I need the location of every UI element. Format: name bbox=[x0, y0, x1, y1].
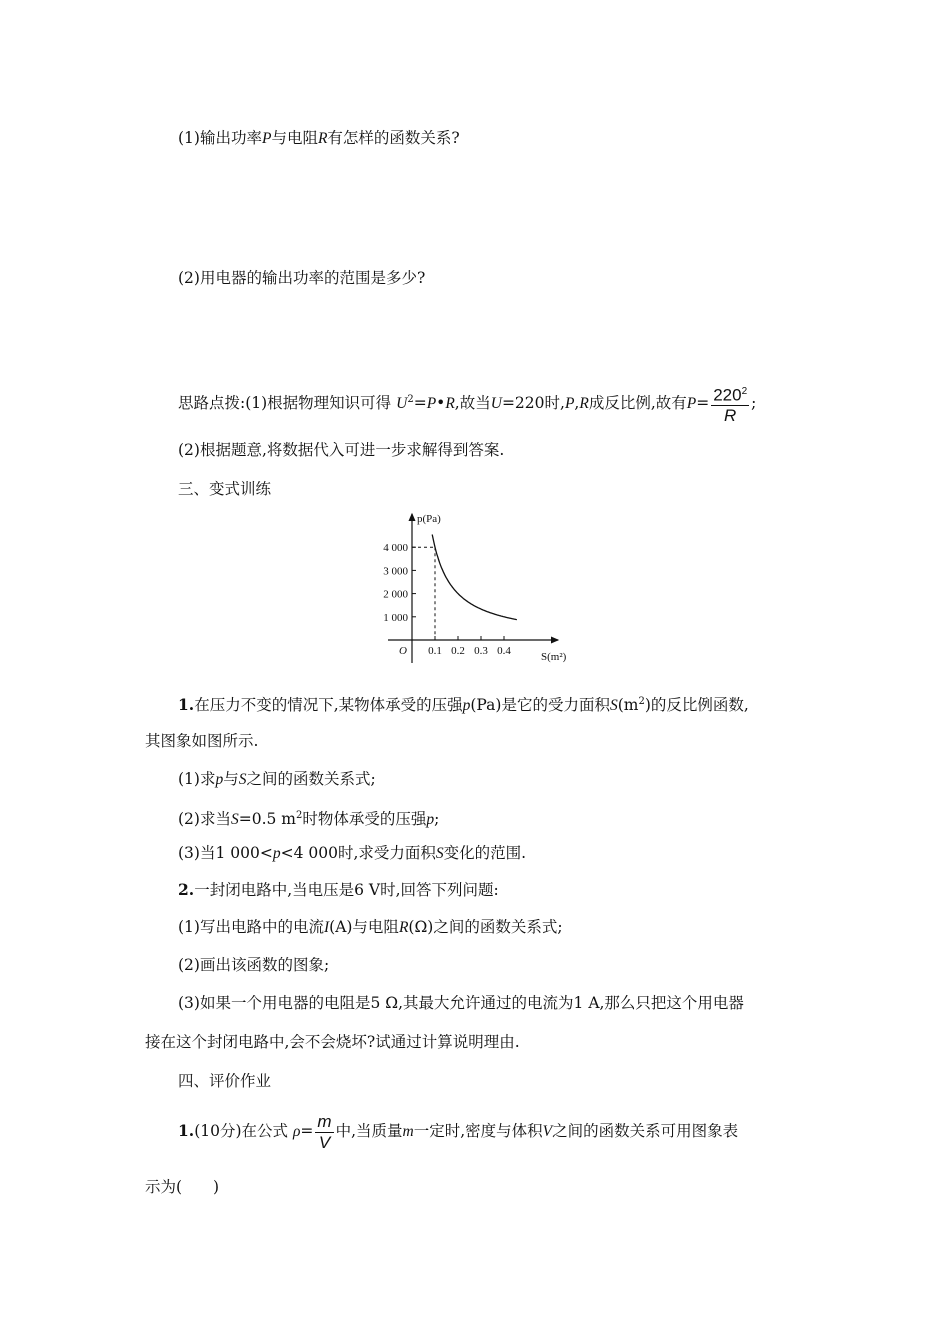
fraction-exponent: 2 bbox=[741, 385, 748, 397]
y-ticks bbox=[383, 542, 416, 624]
semicolon: ; bbox=[751, 394, 757, 413]
y-tick-label: 2 000 bbox=[383, 588, 408, 601]
y-tick-label: 3 000 bbox=[383, 565, 408, 578]
problem-number: 1. bbox=[178, 695, 195, 715]
var-s: S bbox=[609, 697, 618, 715]
var-p: p bbox=[215, 771, 224, 788]
problem-text-mid2: 一定时,密度与体积 bbox=[413, 1122, 543, 1140]
comma: , bbox=[574, 394, 580, 413]
part-text: (1)写出电路中的电流 bbox=[178, 918, 324, 936]
fraction-numerator: 220 bbox=[713, 385, 742, 405]
var-m: m bbox=[402, 1123, 414, 1140]
part-text-end: 变化的范围. bbox=[443, 844, 527, 862]
hint-text: 思路点拨:(1)根据物理知识可得 bbox=[178, 394, 392, 413]
var-rho: ρ bbox=[292, 1123, 301, 1140]
problem-1-text: 在压力不变的情况下,某物体承受的压强 bbox=[194, 696, 463, 715]
question-2: (2)用电器的输出功率的范围是多少? bbox=[178, 269, 426, 287]
var-v: V bbox=[542, 1123, 553, 1140]
superscript: 2 bbox=[295, 810, 303, 821]
hint-line-2: (2)根据题意,将数据代入可进一步求解得到答案. bbox=[178, 441, 505, 459]
var-p: P bbox=[426, 395, 437, 413]
problem-1-part-1 bbox=[178, 768, 376, 791]
x-tick-label: 0.1 bbox=[428, 645, 442, 657]
problem-1-part-2 bbox=[178, 805, 439, 831]
problem-text-end: 之间的函数关系可用图象表 bbox=[552, 1122, 739, 1140]
evaluation-problem-1-line-2: 示为( ) bbox=[145, 1178, 220, 1196]
fraction-denominator: R bbox=[724, 406, 737, 426]
part-text: (2)求当 bbox=[178, 810, 231, 829]
problem-2-text: 一封闭电路中,当电压是6 V时,回答下列问题: bbox=[194, 881, 499, 899]
problem-number: 1. bbox=[178, 1121, 195, 1140]
question-1-text: (1)输出功率 bbox=[178, 129, 262, 147]
part-text-mid: (A)与电阻 bbox=[329, 918, 399, 936]
superscript: 2 bbox=[638, 696, 645, 707]
var-s: S bbox=[238, 771, 247, 788]
var-u: U bbox=[490, 395, 502, 413]
part-text-end: (Ω)之间的函数关系式; bbox=[408, 918, 563, 936]
var-r: R bbox=[317, 130, 328, 147]
var-r: R bbox=[398, 919, 409, 936]
var-i: I bbox=[323, 919, 330, 936]
problem-1-line-2: 其图象如图所示. bbox=[145, 732, 259, 750]
var-p: p bbox=[272, 845, 281, 862]
problem-1-text-c: )的反比例函数, bbox=[644, 696, 749, 715]
y-axis-label: p(Pa) bbox=[417, 513, 441, 525]
question-1-text-end: 有怎样的函数关系? bbox=[327, 129, 460, 147]
part-text-mid: =0.5 m bbox=[238, 810, 296, 829]
problem-1-text-b: (m bbox=[617, 696, 639, 715]
hint-text-220: =220时, bbox=[501, 394, 565, 413]
curve-p-vs-s bbox=[432, 535, 517, 620]
hint-text-mid2: 成反比例,故有 bbox=[588, 394, 687, 413]
section-3-heading: 三、变式训练 bbox=[178, 480, 272, 498]
var-p: p bbox=[426, 811, 435, 829]
question-1-text-mid: 与电阻 bbox=[271, 129, 318, 147]
var-u: U bbox=[396, 395, 408, 413]
y-tick-label: 4 000 bbox=[383, 542, 408, 555]
part-text-post: 时物体承受的压强 bbox=[302, 810, 427, 829]
x-tick-label: 0.3 bbox=[474, 645, 488, 657]
fraction-220-squared-over-r bbox=[711, 382, 749, 427]
x-axis-label: S(m²) bbox=[541, 651, 567, 663]
var-s: S bbox=[435, 845, 444, 862]
equals: = bbox=[300, 1122, 314, 1140]
hint-line bbox=[178, 378, 756, 426]
fraction-denominator: V bbox=[318, 1132, 331, 1152]
superscript: 2 bbox=[407, 394, 414, 405]
x-tick-label: 0.2 bbox=[451, 645, 465, 657]
var-p: P bbox=[564, 395, 575, 413]
var-p: p bbox=[462, 697, 471, 715]
part-text-mid: <4 000时,求受力面积 bbox=[280, 844, 436, 862]
x-ticks bbox=[428, 636, 511, 657]
part-text: (1)求 bbox=[178, 770, 216, 788]
section-4-heading: 四、评价作业 bbox=[178, 1072, 272, 1090]
problem-1 bbox=[178, 691, 749, 717]
problem-text: (10分)在公式 bbox=[194, 1122, 289, 1140]
part-text-mid: 与 bbox=[223, 770, 239, 788]
problem-2-part-3: (3)如果一个用电器的电阻是5 Ω,其最大允许通过的电流为1 A,那么只把这个用电器 bbox=[178, 994, 744, 1012]
problem-text-mid: 中,当质量 bbox=[335, 1122, 403, 1140]
equals: = bbox=[413, 394, 427, 413]
question-1 bbox=[178, 127, 460, 150]
problem-2-part-1 bbox=[178, 916, 563, 939]
semicolon: ; bbox=[434, 810, 440, 829]
problem-2 bbox=[178, 879, 499, 901]
y-tick-label: 1 000 bbox=[383, 611, 408, 624]
evaluation-problem-1 bbox=[178, 1110, 738, 1154]
var-p: P bbox=[261, 130, 272, 147]
problem-1-text-a: (Pa)是它的受力面积 bbox=[470, 696, 610, 715]
fraction-numerator: m bbox=[317, 1111, 332, 1131]
inverse-proportion-graph bbox=[370, 508, 580, 670]
var-r: R bbox=[579, 395, 589, 413]
problem-2-part-2: (2)画出该函数的图象; bbox=[178, 956, 330, 974]
problem-2-part-3-line-2: 接在这个封闭电路中,会不会烧坏?试通过计算说明理由. bbox=[145, 1033, 520, 1051]
equals: = bbox=[696, 394, 710, 413]
problem-1-part-3 bbox=[178, 842, 526, 865]
x-tick-label: 0.4 bbox=[497, 645, 511, 657]
var-p: P bbox=[686, 395, 697, 413]
part-text: (3)当1 000< bbox=[178, 844, 273, 862]
var-s: S bbox=[230, 811, 239, 829]
part-text-end: 之间的函数关系式; bbox=[246, 770, 376, 788]
hint-text-mid: ,故当 bbox=[454, 394, 491, 413]
dot: • bbox=[436, 394, 446, 413]
origin-label: O bbox=[399, 645, 407, 657]
var-r: R bbox=[445, 395, 455, 413]
fraction-m-over-v bbox=[315, 1112, 333, 1153]
problem-number: 2. bbox=[178, 880, 195, 899]
